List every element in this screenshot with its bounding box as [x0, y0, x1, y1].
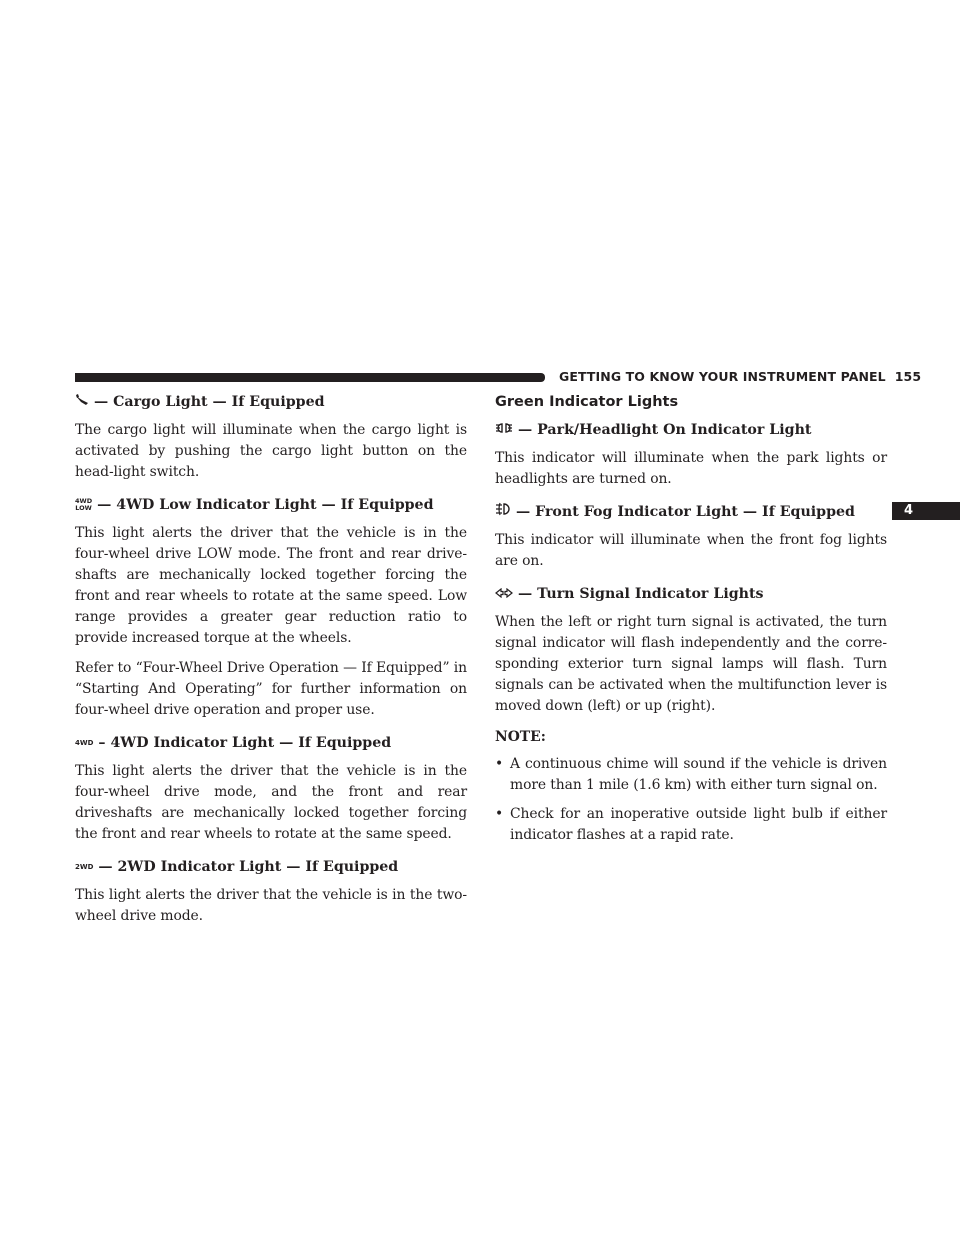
2wd-heading: 2WD — 2WD Indicator Light — If Equipped: [75, 859, 399, 875]
4wd-icon: 4WD: [75, 738, 94, 747]
turn-signal-icon: [495, 584, 513, 604]
park-headlight-heading: — Park/Headlight On Indicator Light: [495, 420, 887, 440]
4wd-low-reference: Refer to “Four-Wheel Drive Operation — If Equipped” in “Starting And Operating” for further information on four-wheel drive operation and proper use.: [75, 660, 467, 718]
chapter-tab: 4: [892, 502, 960, 520]
page-number: 155: [894, 369, 922, 384]
note-item: • A continuous chime will sound if the vehicle is driven more than 1 mile (1.6 km) with either turn signal on.: [495, 756, 887, 793]
front-fog-icon: [495, 502, 511, 522]
note-label: NOTE:: [495, 729, 546, 745]
front-fog-text: This indicator will illuminate when the front fog lights are on.: [495, 532, 887, 569]
4wd-low-text: This light alerts the driver that the vehicle is in the four-wheel drive LOW mode. The front and rear drive-shafts are mechanically locked together forcing the front and rear wheels to rotate at the same speed. Low range provides a greater gear reduction ratio to provide increased torque at the wheels.: [75, 525, 467, 646]
front-fog-heading: — Front Fog Indicator Light — If Equipped: [495, 502, 887, 522]
4wd-heading: 4WD – 4WD Indicator Light — If Equipped: [75, 735, 392, 751]
running-header: [559, 369, 921, 384]
right-column: [495, 392, 887, 846]
note-item: • Check for an inoperative outside light bulb if either indicator flashes at a rapid rate.: [495, 806, 887, 843]
2wd-icon: 2WD: [75, 862, 94, 871]
4wd-text: This light alerts the driver that the vehicle is in the four-wheel drive mode, and the front and rear driveshafts are mechanically locked together forcing the front and rear wheels to rotate at the same speed.: [75, 763, 467, 842]
2wd-text: This light alerts the driver that the vehicle is in the two-wheel drive mode.: [75, 887, 467, 924]
park-lights-icon: [495, 420, 513, 440]
park-headlight-text: This indicator will illuminate when the park lights or headlights are turned on.: [495, 450, 887, 487]
header-title: GETTING TO KNOW YOUR INSTRUMENT PANEL: [559, 369, 886, 384]
cargo-light-heading: — Cargo Light — If Equipped: [75, 392, 467, 412]
cargo-light-icon: [75, 392, 89, 412]
turn-signal-heading: — Turn Signal Indicator Lights: [495, 584, 887, 604]
header-rule: [75, 373, 545, 382]
section-title: Green Indicator Lights: [495, 394, 679, 410]
note-list: [495, 754, 887, 846]
turn-signal-text: When the left or right turn signal is activated, the turn signal indicator will flash independently and the corre-sponding exterior turn signal lamps will flash. Turn signals can be activated when the multifunction lever is moved down (left) or up (right).: [495, 614, 887, 714]
cargo-light-text: The cargo light will illuminate when the cargo light is activated by pushing the cargo light button on the head-light switch.: [75, 422, 467, 480]
left-column: [75, 392, 467, 927]
4wd-low-heading: 4WD LOW — 4WD Low Indicator Light — If Equipped: [75, 497, 434, 513]
4wd-low-icon: 4WD LOW: [75, 497, 93, 512]
